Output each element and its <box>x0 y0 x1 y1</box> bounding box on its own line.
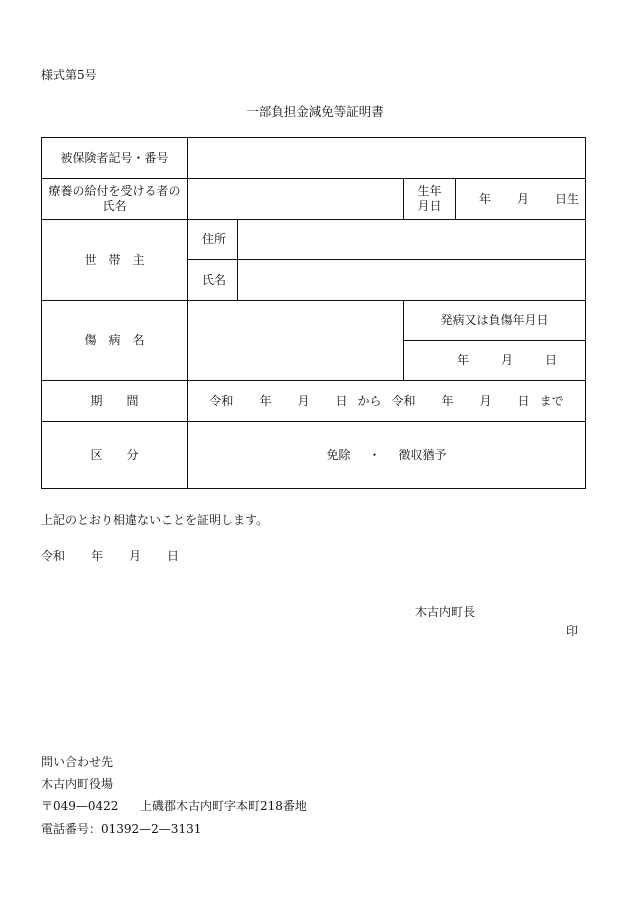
recipient-label-line2: 氏名 <box>102 199 127 213</box>
period-year-end: 年 <box>441 393 454 408</box>
name-field[interactable] <box>238 260 586 301</box>
certificate-table <box>41 137 586 489</box>
onset-month: 月 <box>500 353 513 367</box>
period-until: まで <box>539 393 564 408</box>
cert-date-era: 令和 <box>41 549 66 563</box>
recipient-label <box>42 179 188 220</box>
insured-number-field[interactable] <box>188 138 586 179</box>
birthdate-field[interactable] <box>456 179 586 220</box>
certification-statement: 上記のとおり相違ないことを証明します。 <box>41 513 269 527</box>
period-day-start: 日 <box>335 393 348 408</box>
document-title: 一部負担金減免等証明書 <box>246 104 384 119</box>
birthdate-label <box>404 179 456 220</box>
birthdate-day: 日生 <box>554 191 579 206</box>
onset-label: 発病又は負傷年月日 <box>404 301 586 341</box>
contact-heading: 問い合わせ先 <box>41 755 114 769</box>
insured-number-label: 被保険者記号・番号 <box>42 138 188 179</box>
contact-address: 上磯郡木古内町字本町218番地 <box>140 799 307 813</box>
household-address-row <box>42 220 586 260</box>
category-deferral[interactable]: 徴収猶予 <box>398 447 447 462</box>
certification-date <box>41 547 179 564</box>
period-row <box>42 381 586 422</box>
contact-postal-code: 〒049—0422 <box>41 799 119 813</box>
period-label: 期 間 <box>42 381 188 422</box>
category-exemption[interactable]: 免除 <box>326 447 351 462</box>
onset-year: 年 <box>456 353 469 367</box>
recipient-name-field[interactable] <box>188 179 404 220</box>
name-label: 氏名 <box>188 260 238 301</box>
household-head-label: 世 帯 主 <box>42 220 188 301</box>
birthdate-label-line2: 月日 <box>417 199 442 213</box>
insured-number-row <box>42 138 586 179</box>
disease-label: 傷 病 名 <box>42 301 188 381</box>
period-month-end: 月 <box>479 393 492 408</box>
address-field[interactable] <box>238 220 586 260</box>
cert-date-month: 月 <box>129 549 142 563</box>
period-year-start: 年 <box>259 393 272 408</box>
form-number: 様式第5号 <box>41 68 97 82</box>
disease-field[interactable] <box>188 301 404 381</box>
birthdate-month: 月 <box>516 191 529 206</box>
category-label: 区 分 <box>42 422 188 489</box>
birthdate-year: 年 <box>478 191 491 206</box>
period-era-start: 令和 <box>209 393 234 408</box>
cert-date-year: 年 <box>91 549 104 563</box>
period-from: から <box>357 393 382 408</box>
category-field <box>188 422 586 489</box>
mayor-title: 木古内町長 <box>415 605 476 619</box>
seal-mark: 印 <box>566 624 579 638</box>
recipient-row <box>42 179 586 220</box>
address-label: 住所 <box>188 220 238 260</box>
contact-phone: 電話番号：01392—2—3131 <box>41 822 202 836</box>
period-era-end: 令和 <box>391 393 416 408</box>
period-day-end: 日 <box>517 393 530 408</box>
period-field[interactable] <box>188 381 586 422</box>
recipient-label-line1: 療養の給付を受ける者の <box>48 184 181 198</box>
disease-row <box>42 301 586 341</box>
category-row <box>42 422 586 489</box>
onset-day: 日 <box>544 353 557 367</box>
cert-date-day: 日 <box>167 549 180 563</box>
contact-office: 木古内町役場 <box>41 777 114 791</box>
period-month-start: 月 <box>297 393 310 408</box>
category-separator: ・ <box>368 447 381 462</box>
birthdate-label-line1: 生年 <box>417 184 442 198</box>
onset-date-field[interactable] <box>404 341 586 381</box>
